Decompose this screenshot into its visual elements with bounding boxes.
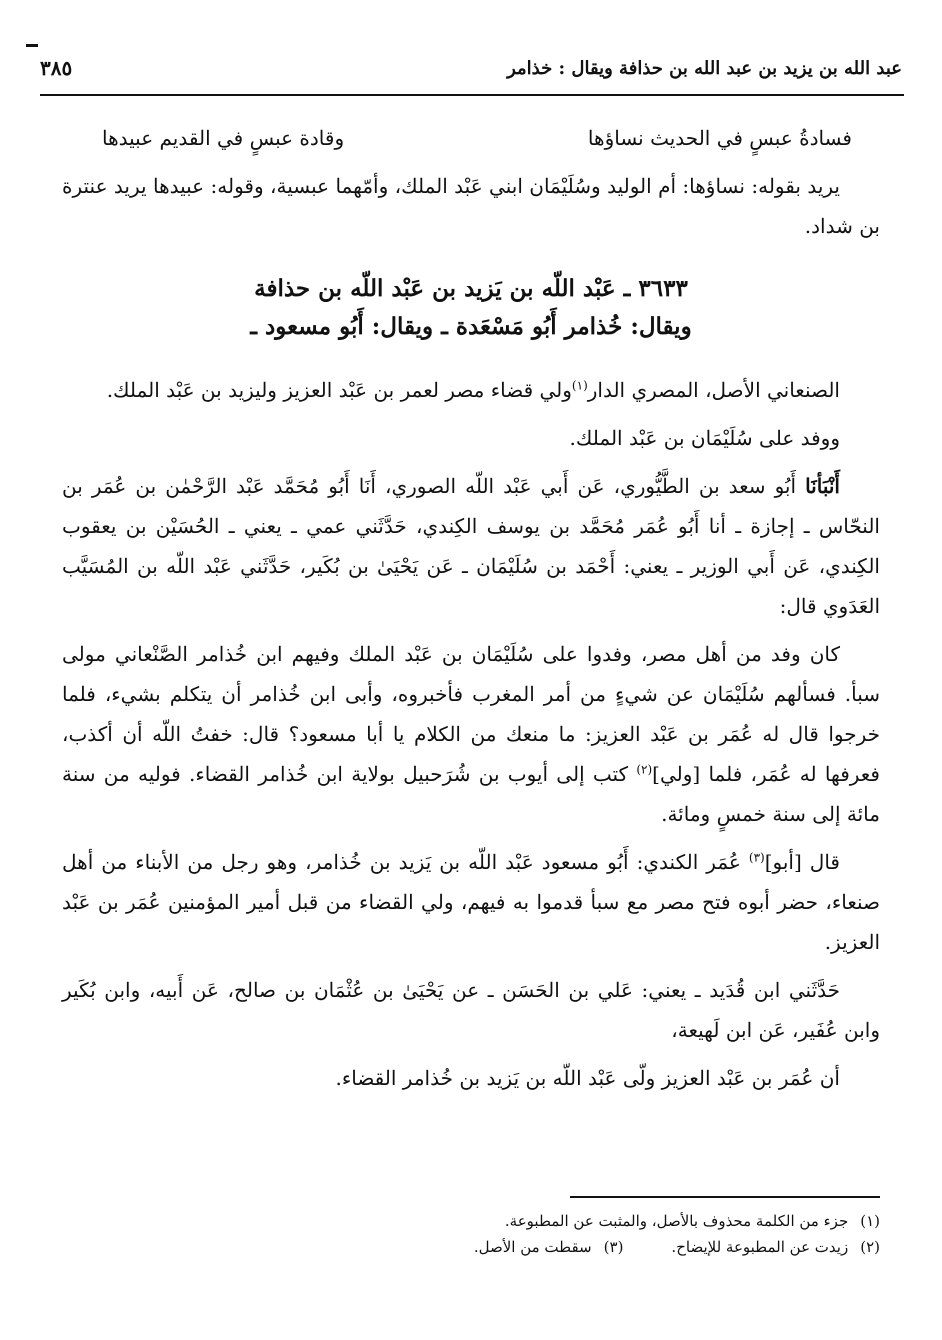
text-run: أَبُو سعد بن الطَّيُّوري، عَن أَبي عَبْد اللّه الصوري، أَنَا أَبُو مُحَمَّد عَبْد الرَّحْمٰن بن عُمَر بن النحّاس ـ إجازة ـ أنا أَبُو عُمَر مُحَمَّد بن يوسف الكِندي، حَدَّثَني عمي ـ يعني ـ الحُسَيْن بن يعقوب الكِندي، عَن أَبي الوزير ـ يعني: أَحْمَد بن سُلَيْمَان ـ عَن يَحْيَىٰ بن بُكَير، حَدَّثَني عَبْد اللّه بن المُسَيَّب العَدَوي قال:: [62, 474, 880, 618]
corner-mark: [26, 44, 38, 47]
footnote-row: [62, 1234, 880, 1260]
paragraph: ووفد على سُلَيْمَان بن عَبْد الملك.: [569, 426, 840, 450]
entry-title-line-2: ويقال: خُذامر أَبُو مَسْعَدة ـ ويقال: أَبُو مسعود ـ: [250, 313, 692, 340]
footnote-text: جزء من الكلمة محذوف بالأصل، والمثبت عن المطبوعة.: [504, 1212, 849, 1230]
verse-first-hemistich: فسادةُ عبسٍ في الحديث نساؤها: [587, 126, 852, 150]
footnote-item: [474, 1234, 624, 1260]
footnote-item: [505, 1208, 880, 1234]
isnad-lead: أَنْبَأنَا: [805, 474, 840, 498]
paragraph: [62, 842, 880, 962]
page-number: ٣٨٥: [40, 56, 73, 80]
footnote-number: (٢): [860, 1238, 880, 1256]
footnote-ref: (٣): [748, 850, 765, 865]
paragraph: حَدَّثَني ابن قُدَيد ـ يعني: عَلي بن الحَسَن ـ عن يَحْيَىٰ بن عُثْمَان بن صالح، عَن أَبيه، وابن بُكَير وابن عُفَير، عَن ابن لَهيعة،: [62, 978, 880, 1042]
paragraph: [62, 370, 880, 410]
paragraph: أن عُمَر بن عَبْد العزيز ولّى عَبْد اللّه بن يَزيد بن خُذامر القضاء.: [335, 1066, 840, 1090]
text-run: كتب إلى أيوب بن شُرَحبيل بولاية ابن خُذامر القضاء. فوليه من سنة مائة إلى سنة خمسٍ ومائة.: [62, 762, 880, 826]
entry-title-line-1: ٣٦٣٣ ـ عَبْد اللّه بن يَزيد بن عَبْد اللّه بن حذافة: [254, 275, 688, 302]
page-header: [40, 52, 902, 92]
entry-title: [62, 270, 880, 346]
text-run: كان وفد من أهل مصر، وفدوا على سُلَيْمَان بن عَبْد الملك وفيهم ابن خُذامر الصَّنْعاني مولى سبأ. فسألهم سُلَيْمَان عن شيءٍ من أمر المغرب فأخبروه، وأبى ابن خُذامر أن يتكلم بشيء، فلما خرجوا قال له عُمَر بن عَبْد العزيز: ما منعك من الكلام يا أبا مسعود؟ قال: خفتُ اللّه أن أكذب، فعرفها له عُمَر، فلما [ولي]: [62, 642, 880, 786]
main-text: [62, 118, 880, 1106]
footnote-item: [671, 1234, 880, 1260]
paragraph: يريد بقوله: نساؤها: أم الوليد وسُلَيْمَان ابني عَبْد الملك، وأمّهما عبسية، وقوله: عبيدها يريد عنترة بن شداد.: [62, 174, 880, 238]
footnote-ref: (١): [571, 378, 588, 393]
footnotes: [62, 1208, 880, 1260]
poem-verse: [62, 118, 880, 158]
footnote-ref: (٢): [636, 762, 653, 777]
footnote-text: زيدت عن المطبوعة للإيضاح.: [671, 1238, 849, 1256]
text-run: عُمَر الكندي: أَبُو مسعود عَبْد اللّه بن يَزيد بن خُذامر، وهو رجل من الأبناء من أهل صنعاء، حضر أبوه فتح مصر مع سبأ قدموا به فيهم، ولي القضاء من قبل أمير المؤمنين عُمَر بن عَبْد العزيز.: [62, 850, 880, 954]
footnote-number: (٣): [603, 1238, 624, 1256]
paragraph: [62, 634, 880, 834]
text-run: قال [أبو]: [764, 850, 840, 874]
text-run: الصنعاني الأصل، المصري الدار: [587, 378, 840, 402]
running-title: عبد الله بن يزيد بن عبد الله بن حذافة ويقال : خذامر: [507, 58, 902, 79]
paragraph: [62, 466, 880, 626]
text-run: ولي قضاء مصر لعمر بن عَبْد العزيز وليزيد بن عَبْد الملك.: [106, 378, 572, 402]
header-rule: [40, 94, 904, 96]
footnote-text: سقطت من الأصل.: [473, 1238, 592, 1256]
verse-second-hemistich: وقادة عبسٍ في القديم عبيدها: [102, 126, 345, 150]
footnote-rule: [570, 1196, 880, 1198]
footnote-number: (١): [860, 1212, 880, 1230]
footnote-row: [62, 1208, 880, 1234]
